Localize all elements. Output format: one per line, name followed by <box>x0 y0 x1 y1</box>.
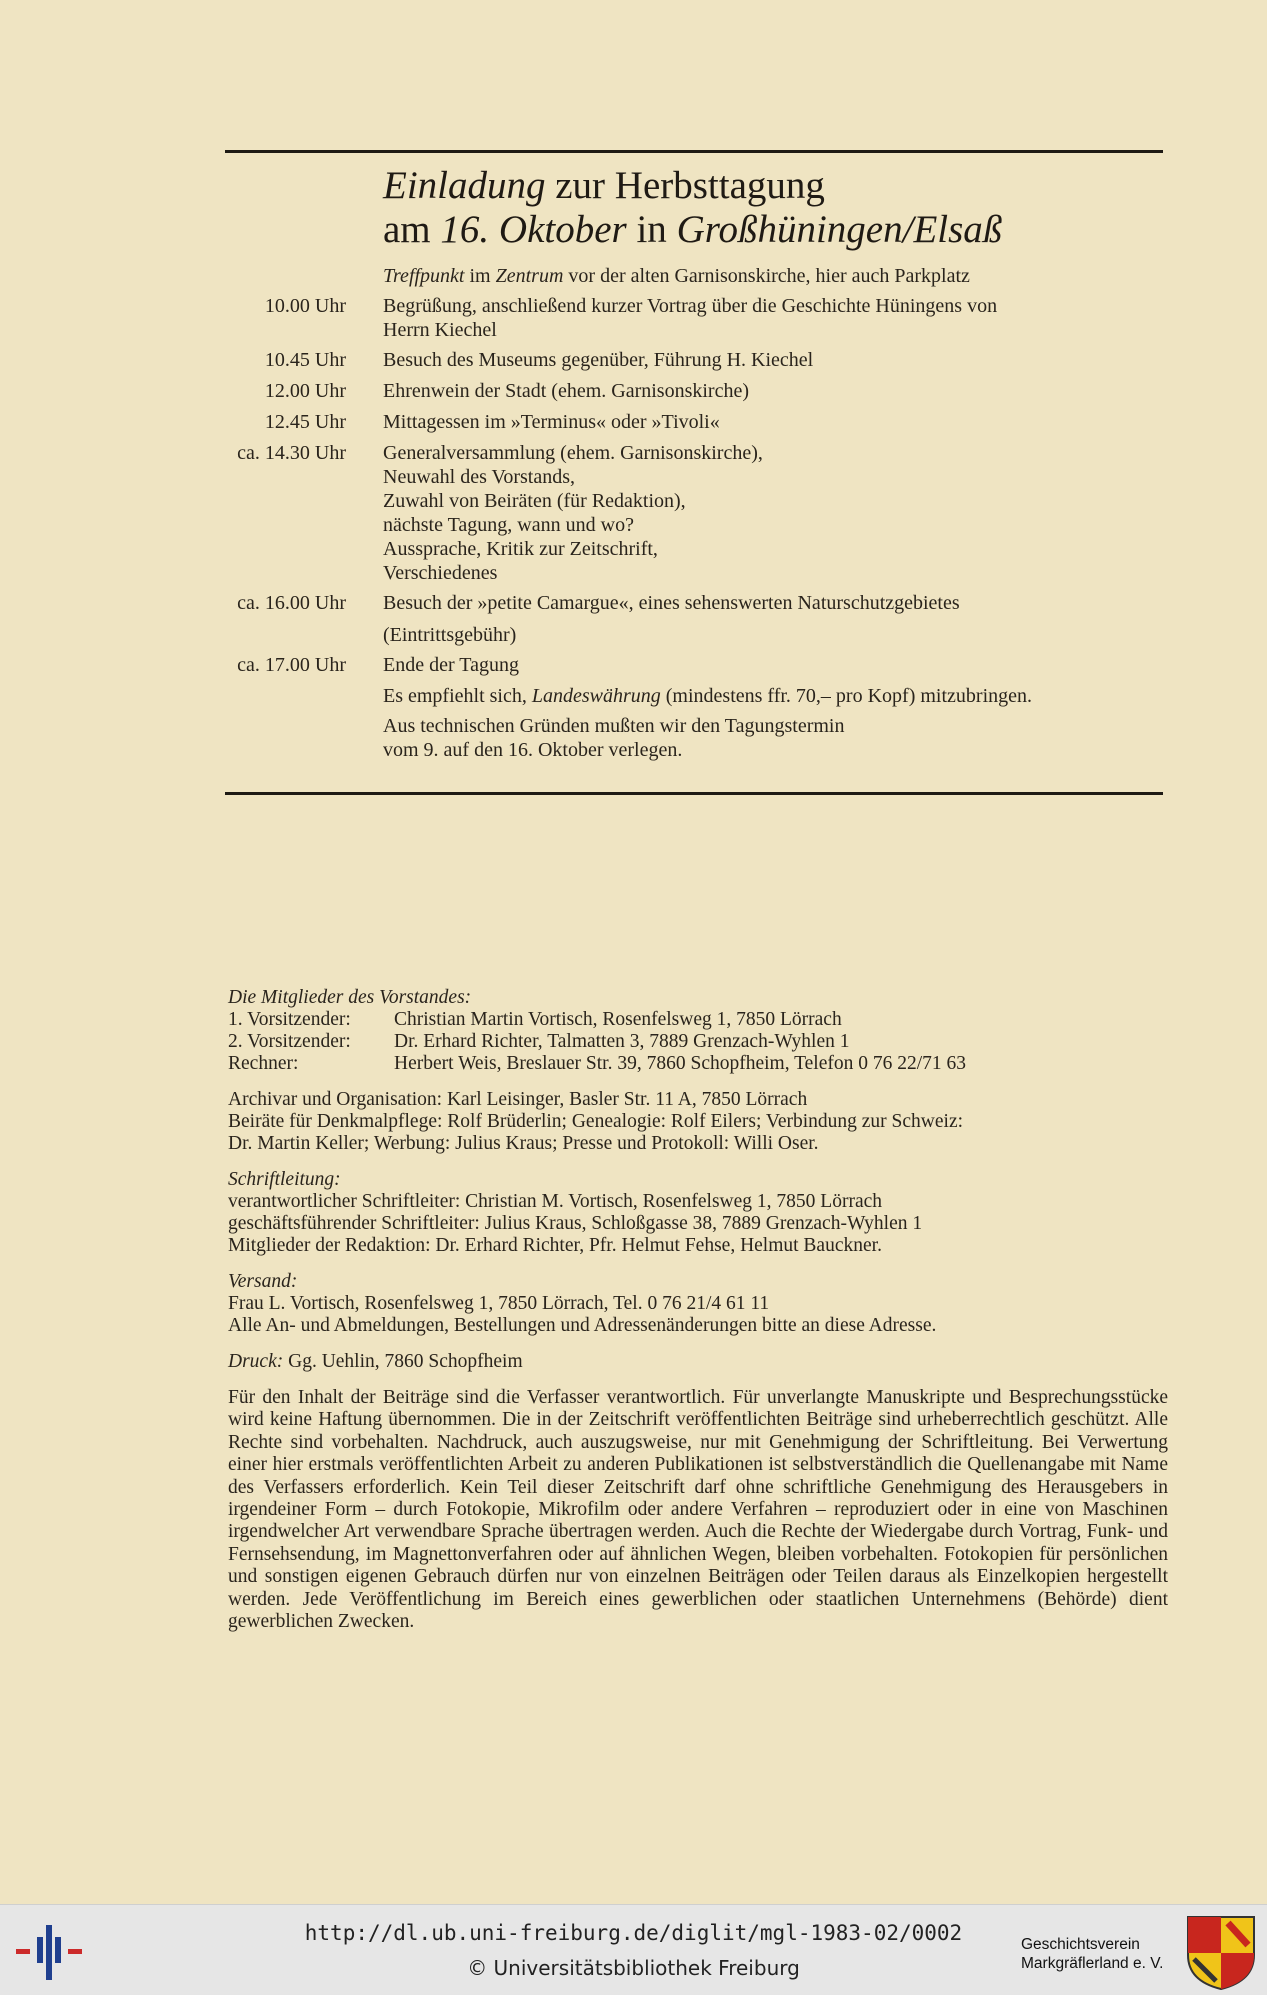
schedule-row <box>200 379 1160 404</box>
schedule-time: ca. 14.30 Uhr <box>237 442 346 464</box>
shipping-section: Versand: Frau L. Vortisch, Rosenfelsweg 1, 7850 Lörrach, Tel. 0 76 21/4 61 11 Alle An- und Abmeldungen, Bestellungen und Adressenänderungen bitte an diese Adresse. <box>228 1271 937 1336</box>
schedule-row <box>200 591 1160 647</box>
meeting-point: Treffpunkt im Zentrum vor der alten Garnisonskirche, hier auch Parkplatz <box>383 265 970 287</box>
coat-of-arms-icon <box>1186 1915 1256 1991</box>
schedule-time: ca. 17.00 Uhr <box>237 654 346 676</box>
editorial-section: Schriftleitung: verantwortlicher Schriftleiter: Christian M. Vortisch, Rosenfelsweg 1, 7850 Lörrach geschäftsführender Schriftleiter: Julius Kraus, Schloßgasse 38, 7889 Grenzach-Wyhlen 1 Mitglieder der Redaktion: Dr. Erhard Richter, Pfr. Helmut Fehse, Helmut Bauckner. <box>228 1169 923 1256</box>
schedule-row <box>200 441 1160 585</box>
imprint <box>228 987 1168 1647</box>
schedule-row <box>200 653 1160 678</box>
schedule-row <box>200 410 1160 435</box>
schedule-description: Ende der Tagung <box>383 654 519 676</box>
schedule-description: Generalversammlung (ehem. Garnisonskirche), Neuwahl des Vorstands, Zuwahl von Beiräten (für Redaktion), nächste Tagung, wann und wo? Aussprache, Kritik zur Zeitschrift, Verschiedenes <box>383 442 763 584</box>
schedule-time: ca. 16.00 Uhr <box>237 592 346 614</box>
schedule-time: 10.45 Uhr <box>264 349 346 371</box>
schedule-description: Ehrenwein der Stadt (ehem. Garnisonskirche) <box>383 380 749 402</box>
copyright-notice: © Universitätsbibliothek Freiburg <box>467 1956 800 1980</box>
schedule-row <box>200 294 1160 342</box>
schedule-description: Besuch der »petite Camargue«, eines sehenswerten Naturschutzgebietes (Eintrittsgebühr) <box>383 592 960 646</box>
board-section: Die Mitglieder des Vorstandes: 1. Vorsitzender: Christian Martin Vortisch, Rosenfelsweg 1, 7850 Lörrach 2. Vorsitzender: Dr. Erhard Richter, Talmatten 3, 7889 Grenzach-Wyhlen 1 Rechner: Herbert Weis, Breslauer Str. 39, 7860 Schopfheim, Telefon 0 76 22/71 63 <box>228 987 967 1074</box>
schedule-time: 12.00 Uhr <box>264 380 346 402</box>
schedule-time: 12.45 Uhr <box>264 411 346 433</box>
schedule-description: Mittagessen im »Terminus« oder »Tivoli« <box>383 411 720 433</box>
legal-notice: Für den Inhalt der Beiträge sind die Verfasser verantwortlich. Für unverlangte Manuskripte und Besprechungsstücke wird keine Haftung übernommen. Die in der Zeitschrift veröffentlichten Beiträge sind urheberrechtlich geschützt. Alle Rechte sind vorbehalten. Nachdruck, auch auszugsweise, nur mit Genehmigung der Schriftleitung. Bei Verwertung einer hier erstmals veröffentlichten Arbeit zu anderen Publikationen ist selbstverständlich die Quellenangabe mit Name des Verfassers erforderlich. Kein Teil dieser Zeitschrift darf ohne schriftliche Genehmigung des Herausgebers in irgendeiner Form – durch Fotokopie, Mikrofilm oder andere Verfahren – reproduziert oder in eine von Maschinen irgendwelcher Art verwendbare Sprache übertragen werden. Auch die Rechte der Wiedergabe durch Vortrag, Funk- und Fernsehsendung, im Magnettonverfahren oder auf ähnlichen Wegen, bleiben vorbehalten. Fotokopien für persönlichen und sonstigen eigenen Gebrauch dürfen nur von einzelnen Beiträgen oder Teilen daraus als Einzelkopien hergestellt werden. Jede Veröffentlichung im Bereich eines gewerblichen oder staatlichen Unternehmens (Behörde) dient gewerblichen Zwecken. <box>228 1387 1168 1633</box>
invitation-title: Einladung zur Herbsttagung am 16. Oktober in Großhüningen/Elsaß <box>383 164 1003 251</box>
society-name: Geschichtsverein Markgräflerland e. V. <box>1021 1936 1164 1972</box>
currency-note: Es empfiehlt sich, Landeswährung (mindestens ffr. 70,– pro Kopf) mitzubringen. <box>383 685 1032 707</box>
schedule-description: Besuch des Museums gegenüber, Führung H. Kiechel <box>383 349 814 371</box>
top-rule <box>225 150 1163 153</box>
schedule-time: 10.00 Uhr <box>264 295 346 317</box>
bottom-rule <box>225 792 1163 795</box>
schedule-description: Begrüßung, anschließend kurzer Vortrag über die Geschichte Hüningens von Herrn Kiechel <box>383 295 998 341</box>
schedule-row <box>200 348 1160 373</box>
reschedule-note: Aus technischen Gründen mußten wir den Tagungstermin vom 9. auf den 16. Oktober verlegen. <box>383 715 845 761</box>
schedule <box>200 294 1160 768</box>
permalink-url[interactable]: http://dl.ub.uni-freiburg.de/diglit/mgl-1983-02/0002 <box>304 1921 963 1945</box>
print-section: Druck: Gg. Uehlin, 7860 Schopfheim <box>228 1351 523 1372</box>
board-other: Archivar und Organisation: Karl Leisinger, Basler Str. 11 A, 7850 Lörrach Beiräte für Denkmalpflege: Rolf Brüderlin; Genealogie: Rolf Eilers; Verbindung zur Schweiz: Dr. Martin Keller; Werbung: Julius Kraus; Presse und Protokoll: Willi Oser. <box>228 1089 964 1154</box>
footer-bar <box>0 1904 1267 1995</box>
